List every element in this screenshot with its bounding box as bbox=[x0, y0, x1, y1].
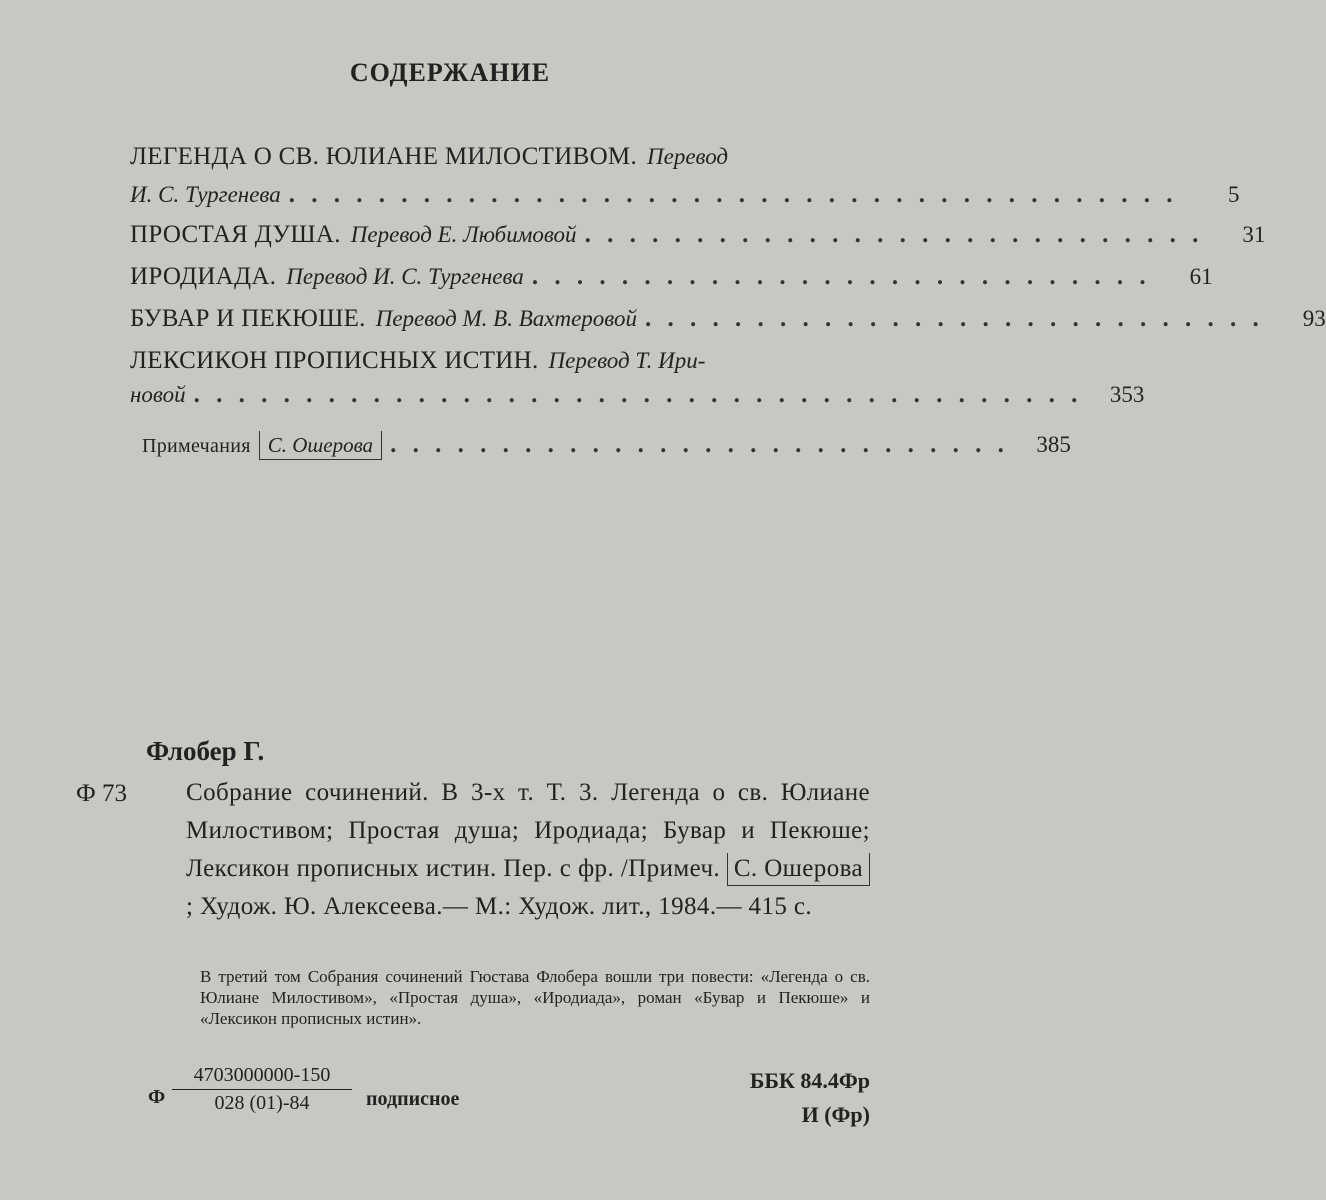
toc-entry-page: 385 bbox=[1036, 432, 1071, 457]
leader-dots: . . . . . . . . . . . . . . . . . . . . . . . . . . . . . . . . . . . . . . . . bbox=[288, 181, 1178, 208]
toc-entry-title: БУВАР И ПЕКЮШЕ. bbox=[130, 305, 366, 332]
bibliographic-description bbox=[186, 774, 870, 926]
card-author: Флобер Г. bbox=[146, 736, 265, 766]
toc-entry-page: 93 bbox=[1302, 306, 1326, 331]
toc-entry-page: 353 bbox=[1109, 382, 1145, 407]
toc-entry bbox=[130, 344, 1145, 412]
toc-entry-page: 61 bbox=[1189, 264, 1213, 289]
bib-boxed-name: С. Ошерова bbox=[727, 853, 870, 886]
bbk-index bbox=[750, 1064, 870, 1132]
subscription-label: подписное bbox=[366, 1088, 460, 1110]
fraction-numerator: 4703000000-150 bbox=[172, 1064, 352, 1090]
notes-author-boxed: С. Ошерова bbox=[259, 431, 382, 460]
toc-entry-translator: Перевод И. С. Тургенева bbox=[286, 264, 524, 289]
toc-entry-title: ЛЕКСИКОН ПРОПИСНЫХ ИСТИН. bbox=[130, 347, 539, 374]
toc-entry-translator: Перевод Т. Ири- bbox=[548, 348, 706, 373]
leader-dots: . . . . . . . . . . . . . . . . . . . . . . . . . . . . bbox=[390, 431, 1009, 458]
leader-dots: . . . . . . . . . . . . . . . . . . . . . . . . . . . . bbox=[584, 221, 1204, 248]
toc-entry bbox=[130, 302, 1326, 336]
leader-dots: . . . . . . . . . . . . . . . . . . . . . . . . . . . . bbox=[645, 305, 1264, 332]
bib-text-after: ; Худож. Ю. Алексеева.— М.: Худож. лит., 1984.— 415 с. bbox=[186, 893, 813, 920]
toc-entry bbox=[130, 260, 1213, 294]
toc-entry-notes bbox=[142, 428, 1071, 463]
toc-title: СОДЕРЖАНИЕ bbox=[349, 58, 551, 87]
leader-dots: . . . . . . . . . . . . . . . . . . . . . . . . . . . . bbox=[531, 263, 1151, 290]
toc-entry-translator: И. С. Тургенева bbox=[130, 182, 281, 207]
toc-entry-translator: новой bbox=[130, 382, 186, 407]
toc-entry-page: 31 bbox=[1242, 222, 1266, 247]
toc-entry-page: 5 bbox=[1227, 182, 1240, 207]
index-letter: Ф bbox=[148, 1086, 166, 1108]
toc-entry-title: Примечания bbox=[142, 435, 251, 457]
leader-dots: . . . . . . . . . . . . . . . . . . . . . . . . . . . . . . . . . . . . . . . . bbox=[193, 381, 1083, 408]
index-fraction bbox=[172, 1064, 352, 1115]
fraction-denominator: 028 (01)-84 bbox=[214, 1092, 310, 1114]
bbk-line: ББК 84.4Фр bbox=[749, 1068, 870, 1093]
bib-text: Собрание сочинений. В 3-х т. Т. 3. Легенда о св. Юлиане Милостивом; Простая душа; Иродиада; Бувар и Пекюше; Лексикон прописных истин. Пер. с фр. /Примеч. bbox=[186, 779, 870, 882]
toc-entry-title: ПРОСТАЯ ДУША. bbox=[130, 221, 341, 248]
toc-entry-translator: Перевод bbox=[647, 144, 729, 169]
toc-entry-translator: Перевод Е. Любимовой bbox=[350, 222, 577, 247]
card-code: Ф 73 bbox=[76, 780, 128, 807]
bbk-line-2: И (Фр) bbox=[801, 1102, 870, 1127]
toc-entry bbox=[130, 218, 1266, 252]
toc-entry-translator: Перевод М. В. Вахтеровой bbox=[375, 306, 637, 331]
table-of-contents bbox=[130, 140, 1326, 463]
annotation: В третий том Собрания сочинений Гюстава Флобера вошли три повести: «Легенда о св. Юлиане Милостивом», «Простая душа», «Иродиада», роман «Бувар и Пекюше» и «Лексикон прописных истин». bbox=[200, 967, 870, 1028]
toc-entry bbox=[130, 140, 1240, 212]
toc-entry-title: ЛЕГЕНДА О СВ. ЮЛИАНЕ МИЛОСТИВОМ. bbox=[130, 143, 638, 170]
toc-entry-title: ИРОДИАДА. bbox=[130, 263, 277, 290]
